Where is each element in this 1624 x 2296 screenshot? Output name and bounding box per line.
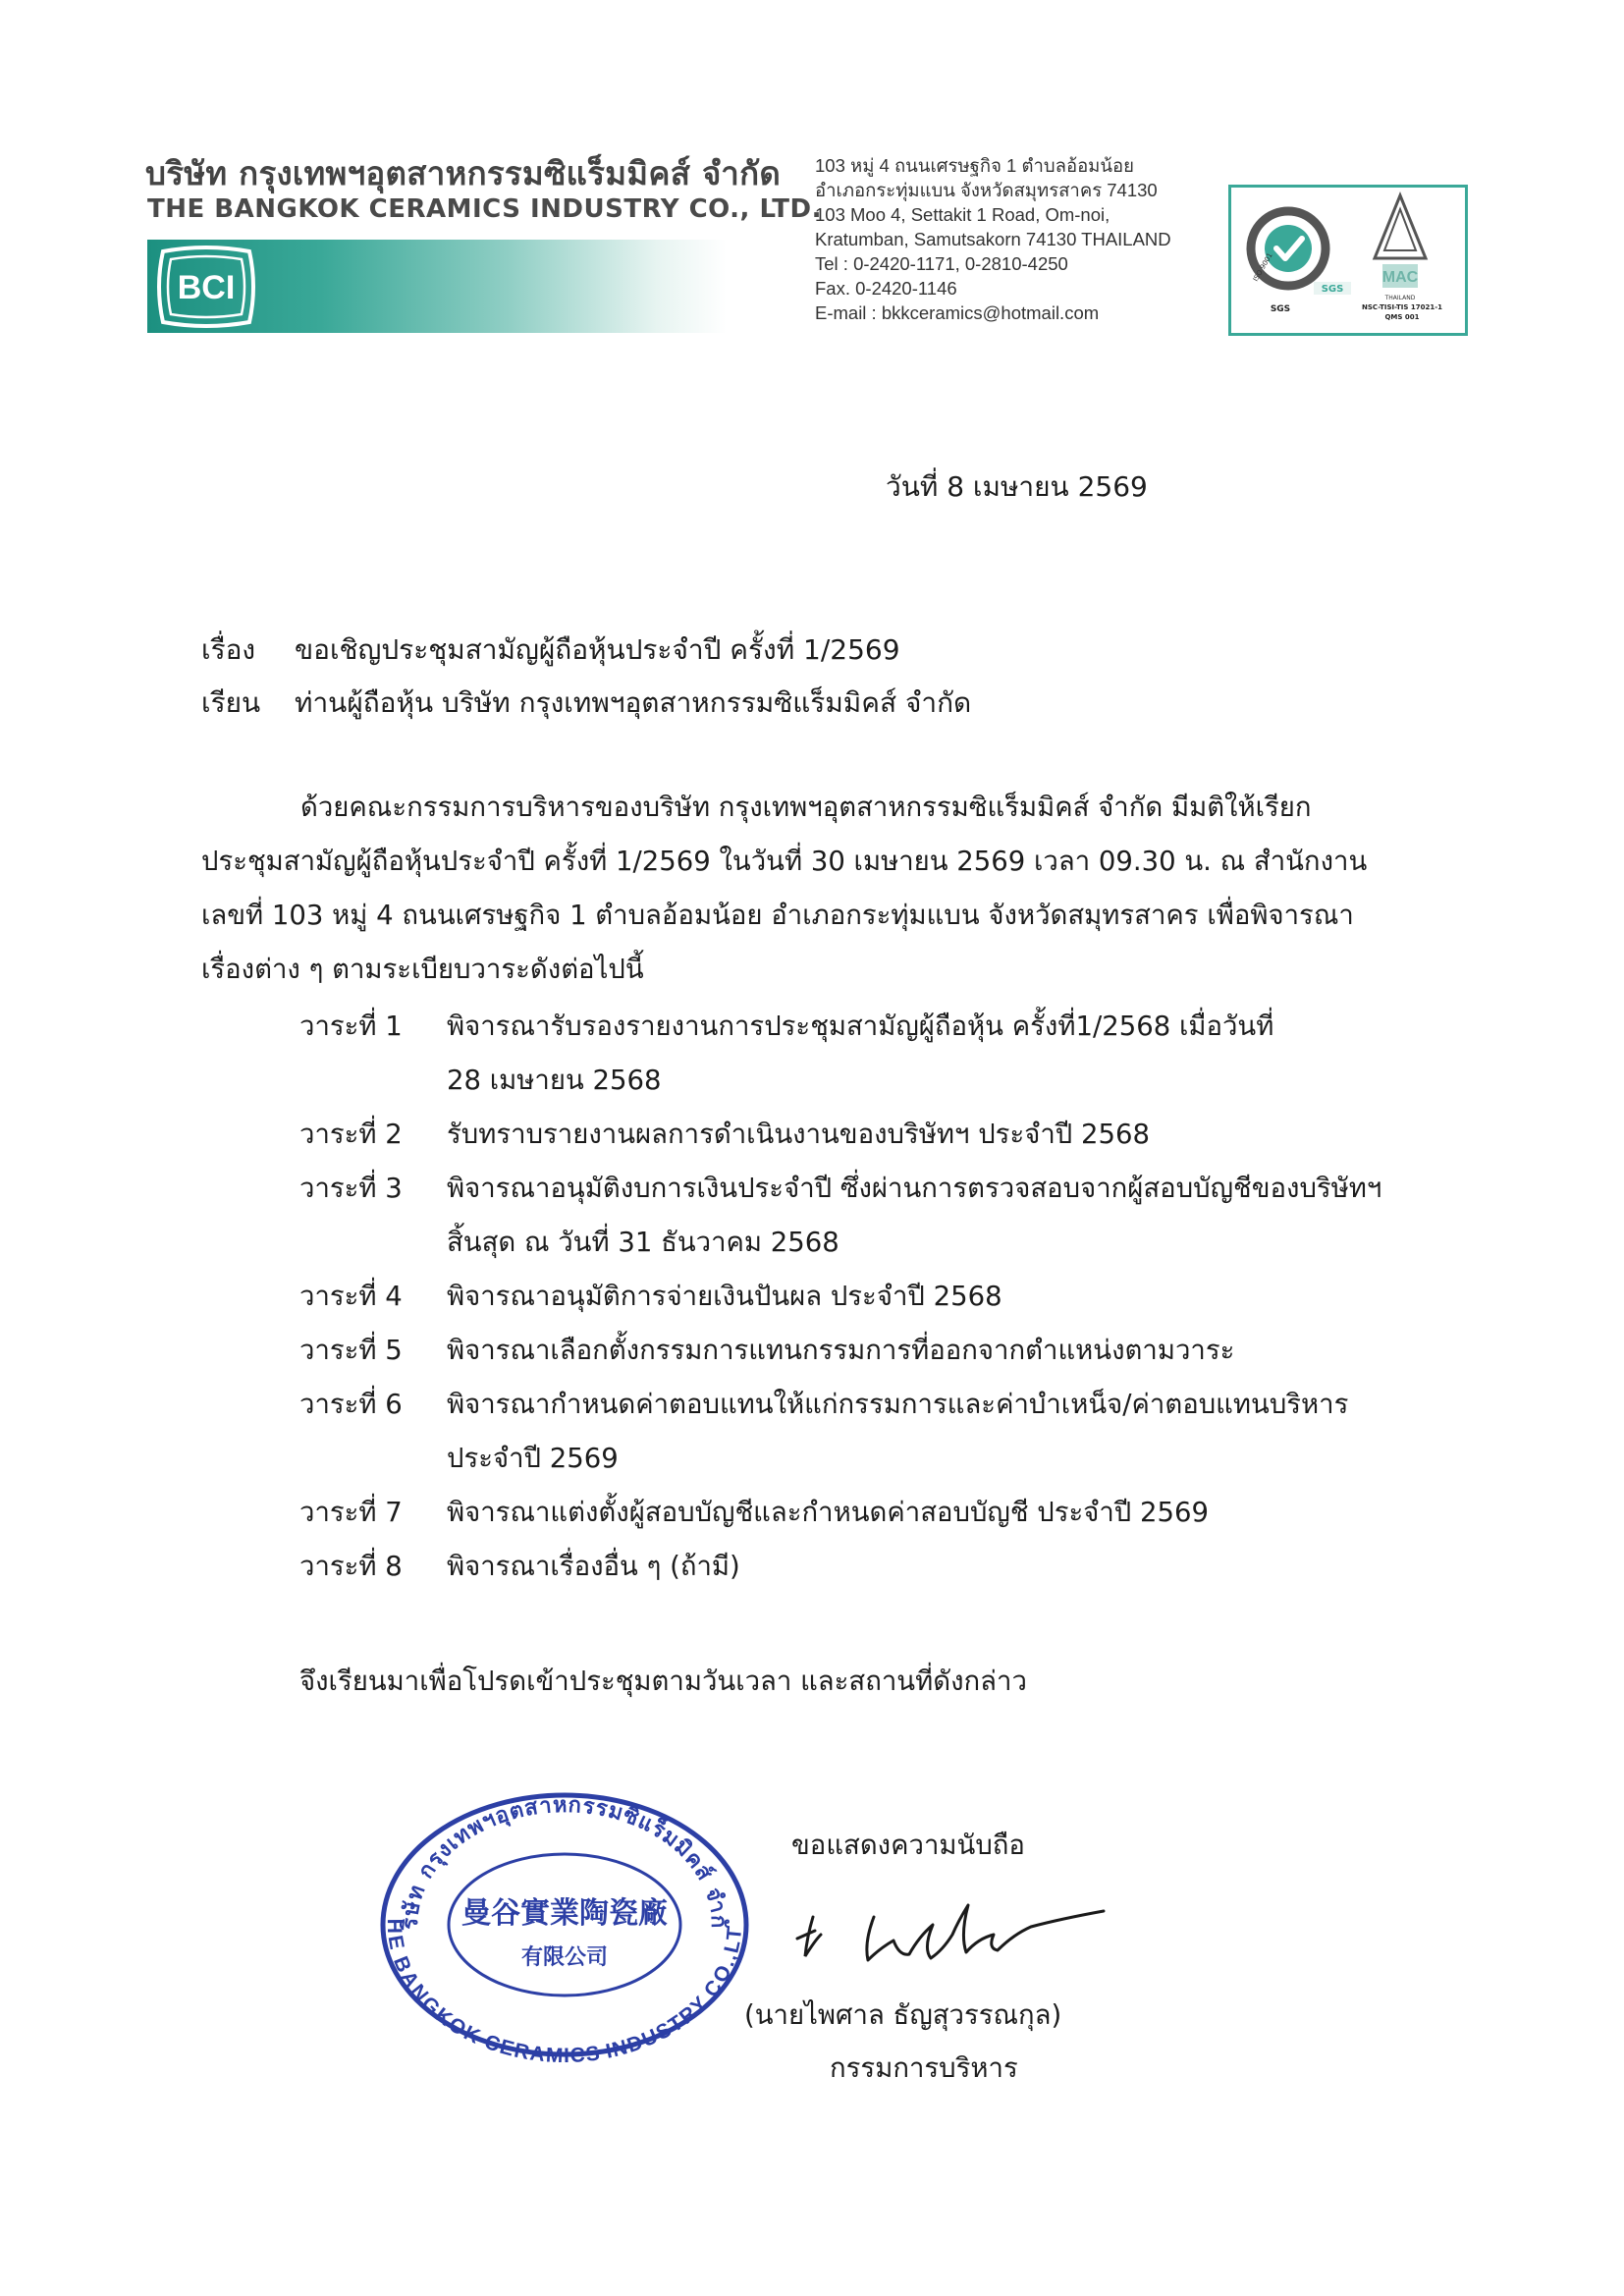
iso-label: ISO 9001 <box>1251 251 1274 283</box>
subject-text: ขอเชิญประชุมสามัญผู้ถือหุ้นประจำปี ครั้งที่ 1/2569 <box>295 633 900 666</box>
address-line: 103 หมู่ 4 ถนนเศรษฐกิจ 1 ตำบลอ้อมน้อย <box>815 155 1134 176</box>
agenda-number: วาระที่ 7 <box>299 1497 403 1528</box>
body-line: ด้วยคณะกรรมการบริหารของบริษัท กรุงเทพฯอุตสาหกรรมซิแร็มมิคส์ จำกัด มีมติให้เรียก <box>300 792 1312 823</box>
address-line: Tel : 0-2420-1171, 0-2810-4250 <box>815 253 1068 274</box>
company-name-english: THE BANGKOK CERAMICS INDUSTRY CO., LTD. <box>147 194 822 224</box>
address-line: 103 Moo 4, Settakit 1 Road, Om-noi, <box>815 204 1110 225</box>
recipient-label: เรียน <box>201 686 261 719</box>
agenda-number: วาระที่ 3 <box>299 1173 403 1204</box>
agenda-number: วาระที่ 8 <box>299 1551 403 1582</box>
agenda-number: วาระที่ 4 <box>299 1281 403 1312</box>
company-name-thai: บริษัท กรุงเทพฯอุตสาหกรรมซิแร็มมิคส์ จำกัด <box>145 154 782 192</box>
company-seal-stamp <box>368 1777 761 2062</box>
address-line: Fax. 0-2420-1146 <box>815 278 957 299</box>
agenda-number: วาระที่ 2 <box>299 1119 403 1150</box>
agenda-text: พิจารณาเลือกตั้งกรรมการแทนกรรมการที่ออกจากตำแหน่งตามวาระ <box>447 1335 1235 1366</box>
mac-thailand-badge-icon <box>1362 195 1442 321</box>
certification-logos <box>1228 185 1468 336</box>
signer-name: (นายไพศาล ธัญสุวรรณกุล) <box>744 1999 1062 2031</box>
sgs-iso-badge-icon <box>1251 211 1351 314</box>
agenda-text: พิจารณากำหนดค่าตอบแทนให้แก่กรรมการและค่าบำเหน็จ/ค่าตอบแทนบริหาร <box>447 1389 1349 1420</box>
email-line: E-mail : bkkceramics@hotmail.com <box>815 302 1100 323</box>
nsc-line-2: QMS 001 <box>1384 313 1420 321</box>
body-line: เลขที่ 103 หมู่ 4 ถนนเศรษฐกิจ 1 ตำบลอ้อมน้อย อำเภอกระทุ่มแบน จังหวัดสมุทรสาคร เพื่อพิจารณา <box>201 900 1354 931</box>
sgs-label: SGS <box>1321 284 1344 295</box>
agenda-text: 28 เมษายน 2568 <box>447 1065 662 1096</box>
body-line: เรื่องต่าง ๆ ตามระเบียบวาระดังต่อไปนี้ <box>201 954 644 985</box>
body-line: ประชุมสามัญผู้ถือหุ้นประจำปี ครั้งที่ 1/2569 ในวันที่ 30 เมษายน 2569 เวลา 09.30 น. ณ สำนักงาน <box>201 846 1368 877</box>
agenda-text: พิจารณาเรื่องอื่น ๆ (ถ้ามี) <box>447 1551 740 1582</box>
thailand-label: THAILAND <box>1384 295 1416 301</box>
seal-chinese-line-1: 曼谷實業陶瓷廠 <box>461 1896 668 1931</box>
agenda-text: พิจารณารับรองรายงานการประชุมสามัญผู้ถือหุ้น ครั้งที่1/2568 เมื่อวันที่ <box>447 1011 1274 1042</box>
agenda-number: วาระที่ 5 <box>299 1335 403 1366</box>
subject-label: เรื่อง <box>201 633 256 666</box>
closing-text: จึงเรียนมาเพื่อโปรดเข้าประชุมตามวันเวลา และสถานที่ดังกล่าว <box>299 1666 1027 1697</box>
agenda-number: วาระที่ 6 <box>299 1389 403 1420</box>
seal-top-text: ริษัท กรุงเทพฯอุตสาหกรรมซิแร็มมิคส์ จำกั <box>398 1792 731 1930</box>
mac-label: MAC <box>1381 269 1419 286</box>
nsc-line-1: NSC-TISI-TIS 17021-1 <box>1362 303 1442 311</box>
company-address <box>815 153 1171 325</box>
recipient-text: ท่านผู้ถือหุ้น บริษัท กรุงเทพฯอุตสาหกรรมซิแร็มมิคส์ จำกัด <box>295 686 972 719</box>
agenda-text: พิจารณาอนุมัติงบการเงินประจำปี ซึ่งผ่านการตรวจสอบจากผู้สอบบัญชีของบริษัทฯ <box>447 1173 1382 1204</box>
agenda-number: วาระที่ 1 <box>299 1011 403 1042</box>
agenda-text: พิจารณาแต่งตั้งผู้สอบบัญชีและกำหนดค่าสอบบัญชี ประจำปี 2569 <box>447 1497 1209 1528</box>
seal-bottom-text: HE BANGKOK CERAMICS INDUSTRY CO.,LT <box>382 1918 747 2062</box>
address-line: Kratumban, Samutsakorn 74130 THAILAND <box>815 229 1171 249</box>
agenda-text: รับทราบรายงานผลการดำเนินงานของบริษัทฯ ประจำปี 2568 <box>447 1119 1150 1150</box>
address-line: อำเภอกระทุ่มแบน จังหวัดสมุทรสาคร 74130 <box>815 180 1158 200</box>
agenda-text: ประจำปี 2569 <box>447 1443 619 1474</box>
bci-logo <box>151 246 261 328</box>
agenda-text: สิ้นสุด ณ วันที่ 31 ธันวาคม 2568 <box>447 1227 839 1258</box>
logo-text: BCI <box>177 269 236 306</box>
sign-off: ขอแสดงความนับถือ <box>791 1830 1025 1861</box>
signer-position: กรรมการบริหาร <box>830 2052 1018 2084</box>
sgs-caption: SGS <box>1270 304 1291 314</box>
letter-date: วันที่ 8 เมษายน 2569 <box>886 470 1148 503</box>
handwritten-signature <box>785 1866 1119 1984</box>
seal-chinese-line-2: 有限公司 <box>520 1945 609 1970</box>
agenda-text: พิจารณาอนุมัติการจ่ายเงินปันผล ประจำปี 2568 <box>447 1281 1002 1312</box>
